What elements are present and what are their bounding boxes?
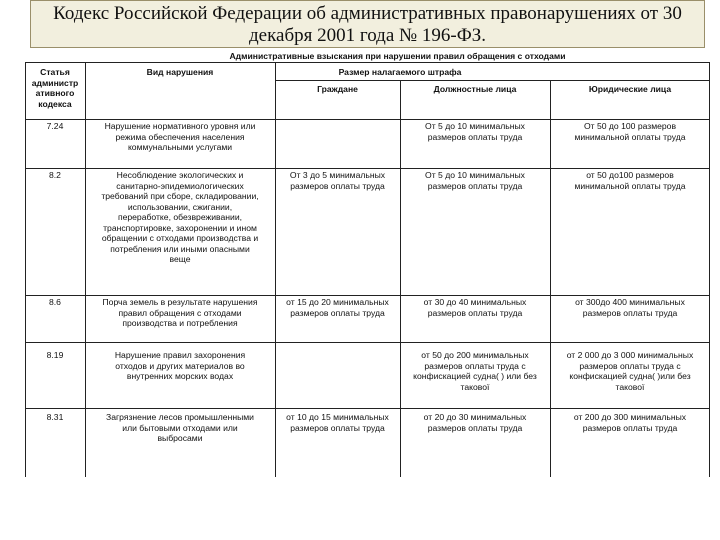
- row-article: 8.2: [49, 170, 61, 180]
- header-violation: Вид нарушения: [146, 67, 214, 77]
- row-violation: [85, 412, 275, 444]
- violation-line: коммунальными услугами: [127, 142, 233, 152]
- row-citizens-fine: [275, 170, 400, 191]
- violation-line: санитарно-эпидемиологических: [116, 180, 244, 191]
- fine-line: от 2 000 до 3 000 минимальных: [566, 350, 694, 360]
- row-officials-fine: [400, 297, 550, 318]
- fine-line: От 5 до 10 минимальных: [425, 170, 525, 180]
- violation-line: требований при сборе, складировании,: [101, 191, 259, 201]
- fine-line: от 300до 400 минимальных: [575, 297, 685, 307]
- violation-line: внутренних морских водах: [126, 371, 234, 381]
- row-officials-fine: [400, 412, 550, 433]
- violation-line: или бытовыми отходами или: [122, 422, 238, 433]
- violation-line: обращении с отходами производства и: [101, 233, 259, 243]
- fine-line: размеров оплаты труда: [290, 307, 385, 318]
- header-article-line: ативного: [35, 88, 75, 98]
- row-legal-fine: [550, 297, 710, 318]
- fine-line: размеров оплаты труда с: [579, 360, 681, 371]
- fine-line: от 50 до 200 минимальных: [421, 350, 529, 360]
- violation-line: правил обращения с отходами: [118, 307, 242, 318]
- row-article: 8.19: [46, 350, 64, 360]
- fine-line: размеров оплаты труда: [582, 307, 678, 318]
- row-article: 8.6: [49, 297, 61, 307]
- violation-line: Нарушение нормативного уровня или: [104, 121, 256, 131]
- header-citizens: Граждане: [317, 84, 358, 94]
- table-rule: [25, 119, 710, 120]
- row-violation: [85, 121, 275, 153]
- fine-line: минимальной оплаты труда: [574, 131, 686, 142]
- violation-line: переработке, обезвреживании,: [117, 212, 243, 222]
- violation-line: выбросами: [157, 433, 203, 443]
- violation-line: транспортировке, захоронении и ином: [103, 222, 257, 233]
- header-article: [25, 67, 85, 109]
- fine-line: размеров оплаты труда: [427, 422, 523, 433]
- row-article: 7.24: [46, 121, 64, 131]
- fine-line: размеров оплаты труда: [427, 307, 523, 318]
- fine-line: такової: [460, 381, 490, 392]
- row-citizens-fine: [275, 412, 400, 433]
- header-article-line: Статья: [40, 67, 70, 77]
- fine-line: размеров оплаты труда с: [424, 360, 526, 371]
- table-rule: [25, 62, 710, 63]
- violation-line: потребления или иными опасными: [110, 243, 250, 254]
- table-rule: [25, 408, 710, 409]
- row-legal-fine: [550, 170, 710, 191]
- table-rule: [25, 342, 710, 343]
- table-caption: Административные взыскания при нарушении правил обращения с отходами: [229, 51, 566, 61]
- header-article-line: администр: [31, 77, 79, 88]
- row-article: 8.31: [46, 412, 64, 422]
- fine-line: размеров оплаты труда: [427, 131, 523, 142]
- table-rule: [25, 168, 710, 169]
- row-legal-fine: [550, 350, 710, 392]
- fine-line: от 20 до 30 минимальных: [423, 412, 527, 422]
- row-citizens-fine: [275, 297, 400, 318]
- violation-line: Нарушение правил захоронения: [114, 350, 246, 360]
- fine-line: конфискацией судна( ) или без: [413, 371, 537, 381]
- fine-line: размеров оплаты труда: [290, 422, 385, 433]
- row-legal-fine: [550, 412, 710, 433]
- violation-line: Порча земель в результате нарушения: [102, 297, 258, 307]
- row-officials-fine: [400, 350, 550, 392]
- fine-line: размеров оплаты труда: [582, 422, 678, 433]
- fine-line: От 50 до 100 размеров: [583, 121, 677, 131]
- header-officials: Должностные лица: [433, 84, 517, 94]
- fine-line: конфискацией судна( )или без: [569, 371, 691, 381]
- fine-line: такової: [615, 381, 645, 392]
- fine-line: От 3 до 5 минимальных: [289, 170, 386, 180]
- row-officials-fine: [400, 121, 550, 142]
- header-legal-entities: Юридические лица: [588, 84, 672, 94]
- violation-line: режима обеспечения населения: [115, 131, 245, 142]
- violation-line: Несоблюдение экологических и: [116, 170, 244, 180]
- row-violation: [85, 297, 275, 329]
- violation-line: производства и потребления: [122, 318, 238, 328]
- slide-title: [30, 0, 705, 48]
- fine-line: От 5 до 10 минимальных: [425, 121, 525, 131]
- row-officials-fine: [400, 170, 550, 191]
- violation-line: использовании, сжигании,: [127, 201, 233, 212]
- header-fine-group: Размер налагаемого штрафа: [338, 67, 462, 77]
- violation-line: отходов и других материалов во: [115, 360, 245, 371]
- penalties-table: [25, 50, 710, 490]
- violation-line: Загрязнение лесов промышленными: [106, 412, 254, 422]
- row-legal-fine: [550, 121, 710, 142]
- row-violation: [85, 350, 275, 382]
- table-rule: [275, 80, 710, 81]
- slide-title-line-1: Кодекс Российской Федерации об административных правонарушениях от 30: [53, 3, 682, 24]
- header-article-line: кодекса: [38, 98, 72, 109]
- fine-line: от 15 до 20 минимальных: [286, 297, 389, 307]
- fine-line: от 200 до 300 минимальных: [573, 412, 687, 422]
- table-rule: [25, 295, 710, 296]
- fine-line: от 10 до 15 минимальных: [286, 412, 389, 422]
- slide-title-line-2: декабря 2001 года № 196-ФЗ.: [249, 25, 486, 46]
- fine-line: от 50 до100 размеров: [586, 170, 674, 180]
- fine-line: размеров оплаты труда: [290, 180, 385, 191]
- fine-line: размеров оплаты труда: [427, 180, 523, 191]
- fine-line: от 30 до 40 минимальных: [423, 297, 527, 307]
- violation-line: веще: [169, 254, 191, 264]
- fine-line: минимальной оплаты труда: [574, 180, 686, 191]
- row-violation: [85, 170, 275, 265]
